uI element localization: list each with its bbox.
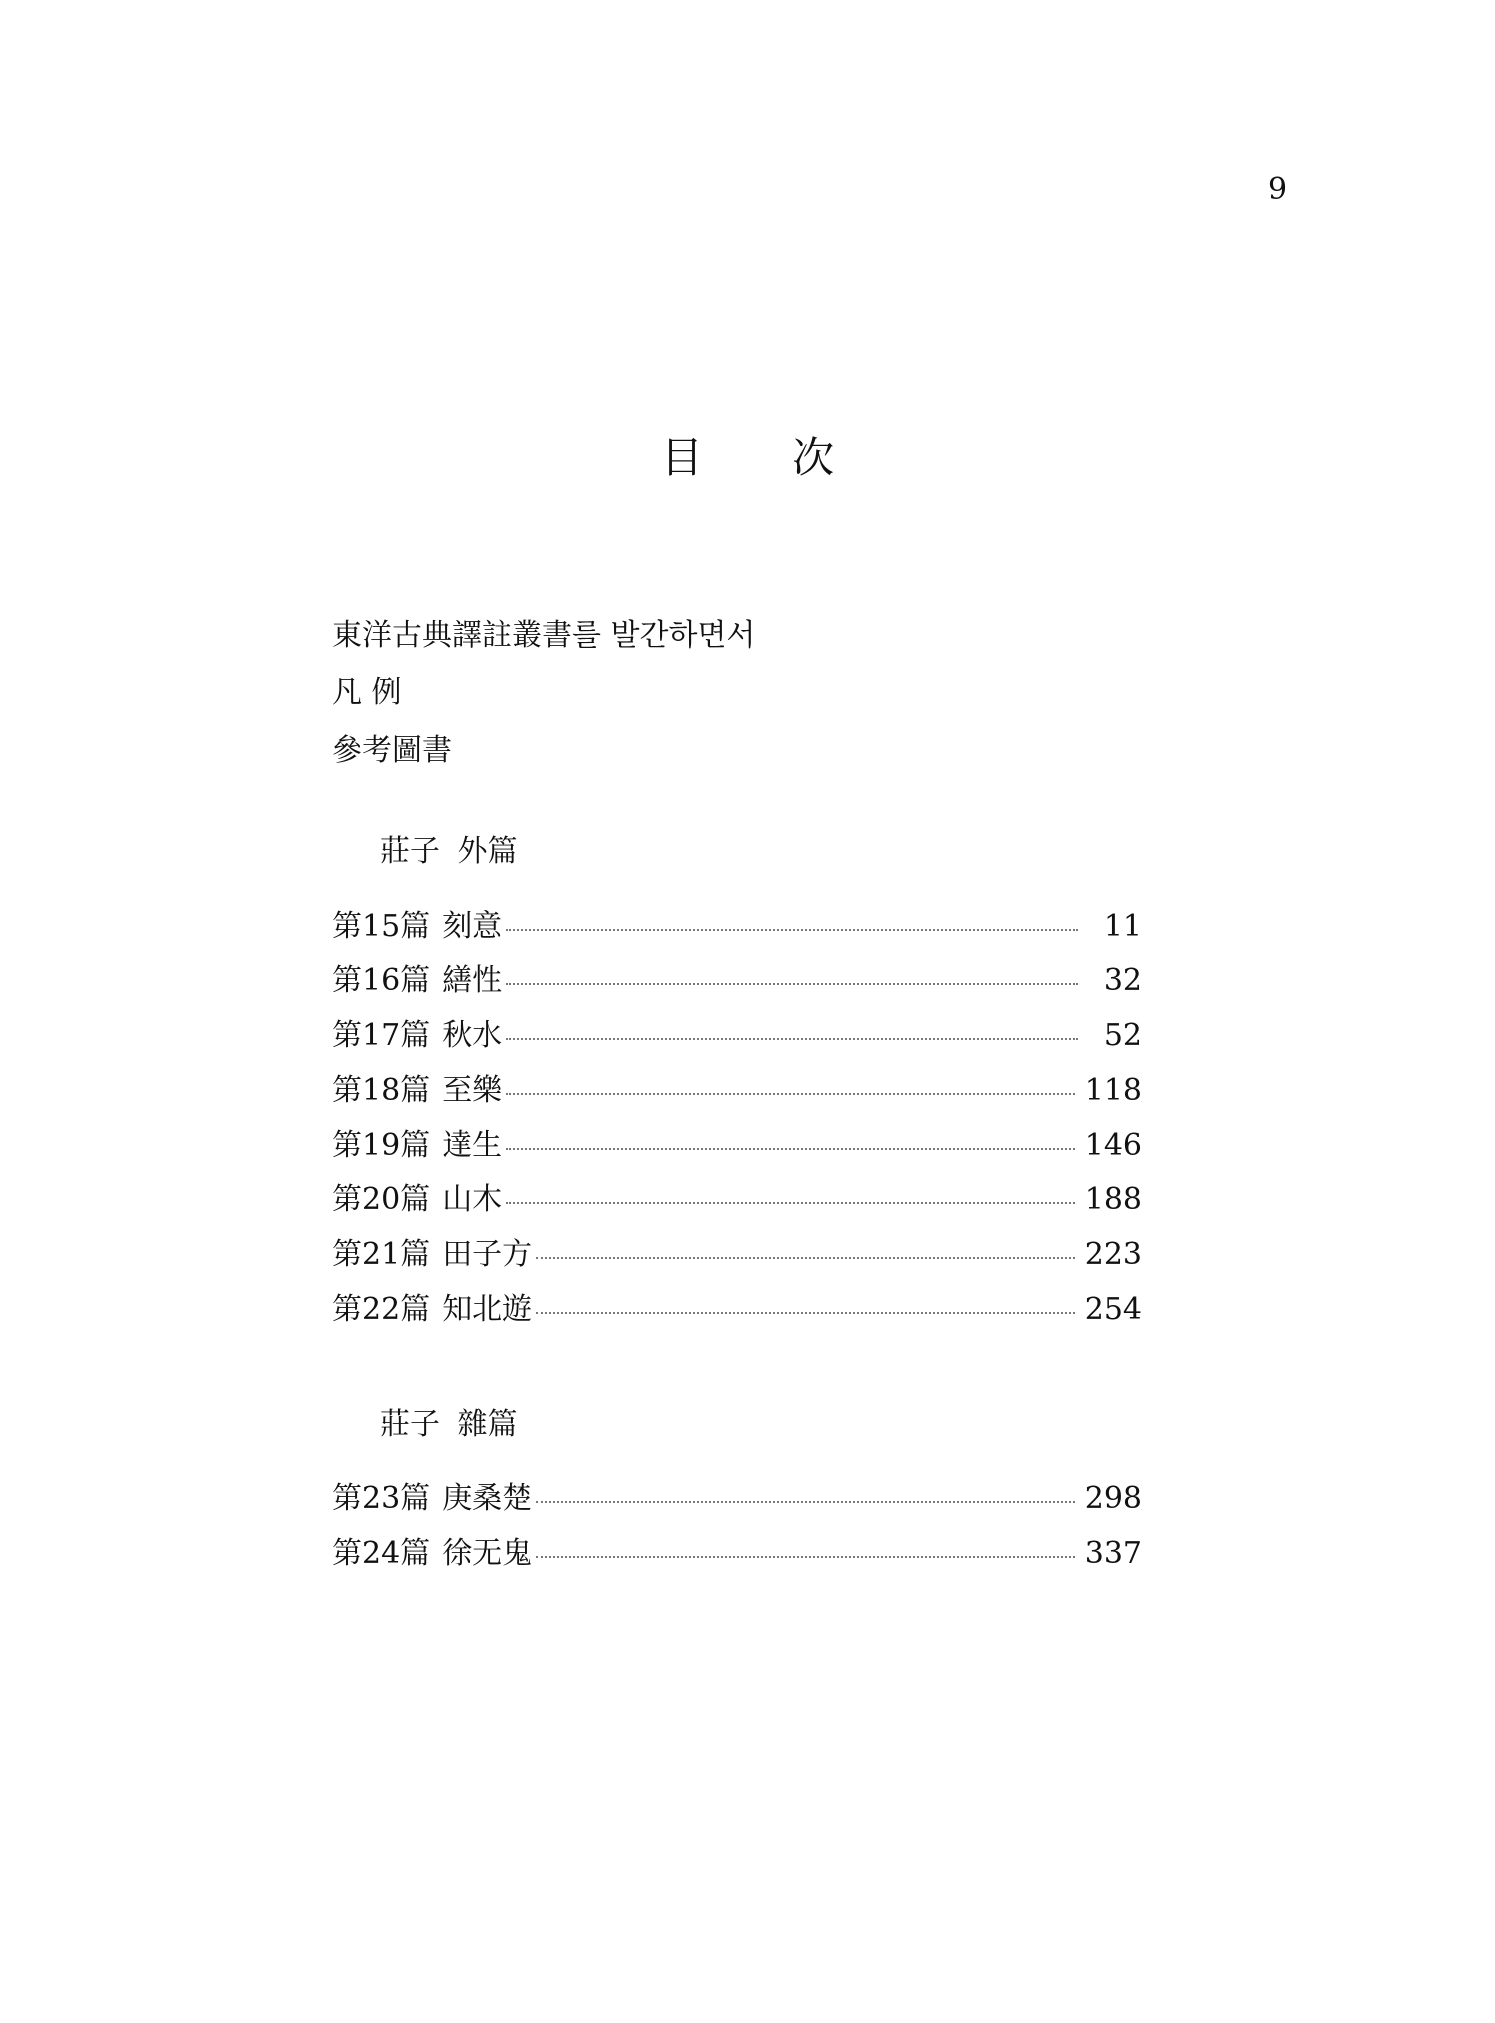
toc-chapter-number: 第24篇 [332,1536,431,1571]
toc-chapter-number: 第16篇 [332,963,431,998]
toc-page-number: 254 [1084,1292,1142,1327]
section-heading-miscellaneous-chapters: 莊子 雜篇 [380,1407,518,1442]
toc-dot-leader [506,1202,1075,1204]
page-number: 9 [1268,172,1288,207]
toc-entry-chapter-17[interactable] [332,1017,1142,1055]
toc-chapter-title: 徐无鬼 [442,1536,533,1571]
toc-chapter-number: 第20篇 [332,1182,431,1217]
toc-entry-chapter-21[interactable] [332,1236,1142,1274]
toc-chapter-title: 至樂 [442,1073,503,1108]
toc-page-number: 32 [1103,963,1142,998]
toc-chapter-number: 第23篇 [332,1481,431,1516]
toc-chapter-title: 繕性 [442,963,503,998]
toc-chapter-title: 達生 [442,1128,503,1163]
toc-chapter-title: 山木 [442,1182,503,1217]
toc-dot-leader [536,1257,1075,1259]
toc-chapter-title: 知北遊 [442,1292,533,1327]
toc-page-number: 223 [1084,1237,1142,1272]
front-matter-publication-note[interactable]: 東洋古典譯註叢書를 발간하면서 [332,618,756,653]
toc-page-number: 337 [1084,1536,1142,1571]
toc-dot-leader [506,983,1078,985]
toc-page-number: 146 [1084,1128,1142,1163]
toc-page-number: 298 [1084,1481,1142,1516]
toc-chapter-title: 庚桑楚 [442,1481,533,1516]
toc-dot-leader [536,1556,1075,1558]
front-matter-references[interactable]: 參考圖書 [332,733,452,768]
toc-page-number: 118 [1084,1073,1142,1108]
toc-page-number: 188 [1084,1182,1142,1217]
toc-page-number: 11 [1103,909,1142,944]
toc-entry-chapter-18[interactable] [332,1072,1142,1110]
toc-entry-chapter-15[interactable] [332,908,1142,946]
section-heading-outer-chapters: 莊子 外篇 [380,834,518,869]
front-matter-explanatory-notes[interactable]: 凡 例 [332,675,402,710]
toc-chapter-title: 田子方 [442,1237,533,1272]
toc-chapter-number: 第22篇 [332,1292,431,1327]
toc-entry-chapter-20[interactable] [332,1181,1142,1219]
toc-entry-chapter-16[interactable] [332,962,1142,1000]
toc-dot-leader [506,1093,1075,1095]
toc-chapter-number: 第17篇 [332,1018,431,1053]
toc-dot-leader [506,1148,1075,1150]
toc-dot-leader [506,1038,1078,1040]
toc-entry-chapter-23[interactable] [332,1480,1142,1518]
toc-chapter-number: 第15篇 [332,909,431,944]
toc-entry-chapter-24[interactable] [332,1535,1142,1573]
toc-chapter-number: 第19篇 [332,1128,431,1163]
toc-chapter-title: 刻意 [442,909,503,944]
toc-dot-leader [506,929,1078,931]
toc-dot-leader [536,1312,1075,1314]
toc-chapter-number: 第21篇 [332,1237,431,1272]
toc-page-number: 52 [1103,1018,1142,1053]
toc-entry-chapter-22[interactable] [332,1291,1142,1329]
page-title: 目 次 [660,433,873,482]
toc-dot-leader [536,1501,1075,1503]
toc-chapter-number: 第18篇 [332,1073,431,1108]
toc-entry-chapter-19[interactable] [332,1127,1142,1165]
toc-chapter-title: 秋水 [442,1018,503,1053]
